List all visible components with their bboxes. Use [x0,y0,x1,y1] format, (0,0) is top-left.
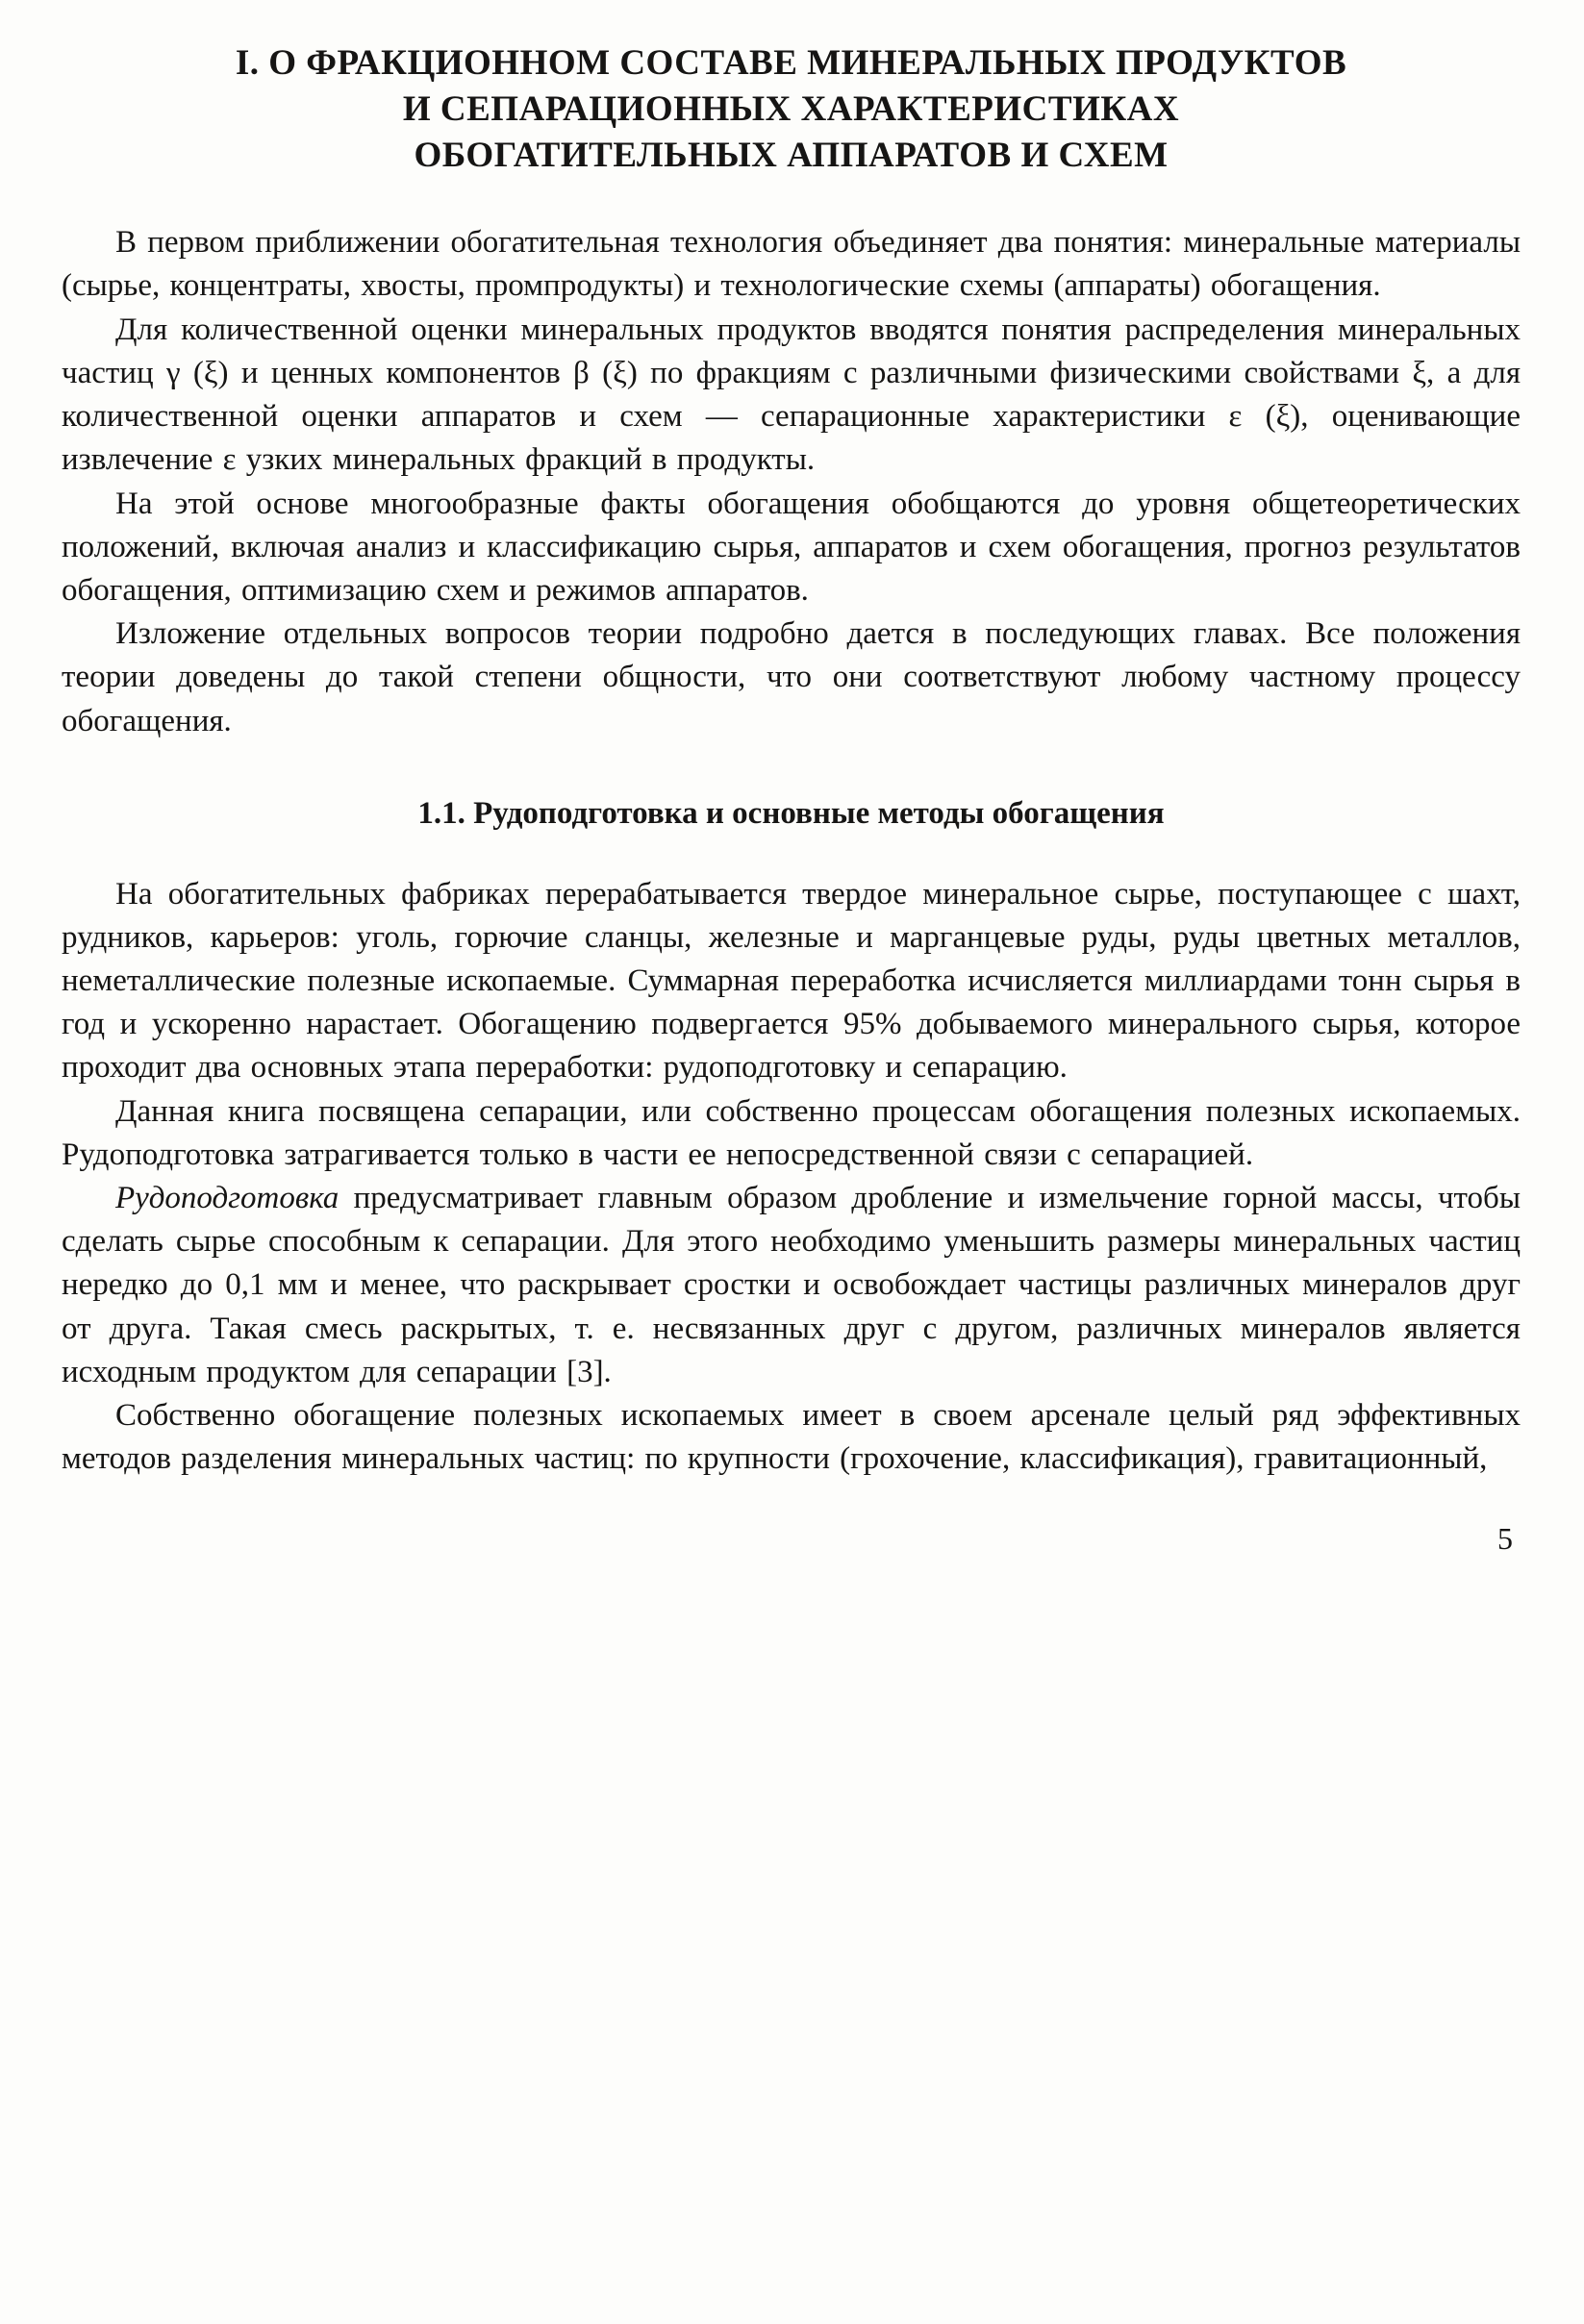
chapter-title [62,40,1521,179]
paragraph-section-1: На обогатительных фабриках перерабатывается твердое минеральное сырье, поступающее с шахт, рудников, карьеров: уголь, горючие сланцы, железные и марганцевые руды, руды цветных металлов, неметаллические полезные ископаемые. Суммарная переработка исчисляется миллиардами тонн сырья в год и ускоренно нарастает. Обогащению подвергается 95% добываемого минерального сырья, которое проходит два основных этапа переработки: рудоподготовку и сепарацию. [62,876,1521,1086]
paragraph-section-3 [62,1177,1521,1394]
paragraph-intro-2: Для количественной оценки минеральных продуктов вводятся понятия распределения минеральных частиц γ (ξ) и ценных компонентов β (ξ) по фракциям с различными физическими свойствами ξ, а для количественной оценки аппаратов и схем — сепарационные характеристики ε (ξ), оценивающие извлечение ε узких минеральных фракций в продукты. [62,312,1521,478]
paragraph-section-3-rest: предусматривает главным образом дробление и измельчение горной массы, чтобы сделать сырье способным к сепарации. Для этого необходимо уменьшить размеры минеральных частиц нередко до 0,1 мм и менее, что раскрывает сростки и освобождает частицы различных минералов друг от друга. Такая смесь раскрытых, т. е. несвязанных друг с другом, различных минералов является исходным продуктом для сепарации [3]. [62,1181,1521,1389]
chapter-title-line-2: И СЕПАРАЦИОННЫХ ХАРАКТЕРИСТИКАХ [402,89,1180,130]
paragraph-section-4: Собственно обогащение полезных ископаемых имеет в своем арсенале целый ряд эффективных методов разделения минеральных частиц: по крупности (грохочение, классификация), гравитационный, [62,1398,1521,1477]
section-heading: 1.1. Рудоподготовка и основные методы обогащения [417,795,1165,831]
paragraph-intro-1: В первом приближении обогатительная технология объединяет два понятия: минеральные материалы (сырье, концентраты, хвосты, промпродукты) и технологические схемы (аппараты) обогащения. [62,225,1521,304]
chapter-title-line-3: ОБОГАТИТЕЛЬНЫХ АППАРАТОВ И СХЕМ [414,136,1169,176]
paragraph-intro-3: На этой основе многообразные факты обогащения обобщаются до уровня общетеоретических положений, включая анализ и классификацию сырья, аппаратов и схем обогащения, прогноз результатов обогащения, оптимизацию схем и режимов аппаратов. [62,486,1521,608]
page-number: 5 [1497,1521,1513,1557]
paragraph-intro-4: Изложение отдельных вопросов теории подробно дается в последующих главах. Все положения теории доведены до такой степени общности, что они соответствуют любому частному процессу обогащения. [62,616,1521,738]
chapter-title-line-1: I. О ФРАКЦИОННОМ СОСТАВЕ МИНЕРАЛЬНЫХ ПРОДУКТОВ [235,43,1347,83]
term-rudopodgotovka-italic: Рудоподготовка [115,1181,339,1216]
paragraph-section-2: Данная книга посвящена сепарации, или собственно процессам обогащения полезных ископаемых. Рудоподготовка затрагивается только в части ее непосредственной связи с сепарацией. [62,1093,1521,1172]
